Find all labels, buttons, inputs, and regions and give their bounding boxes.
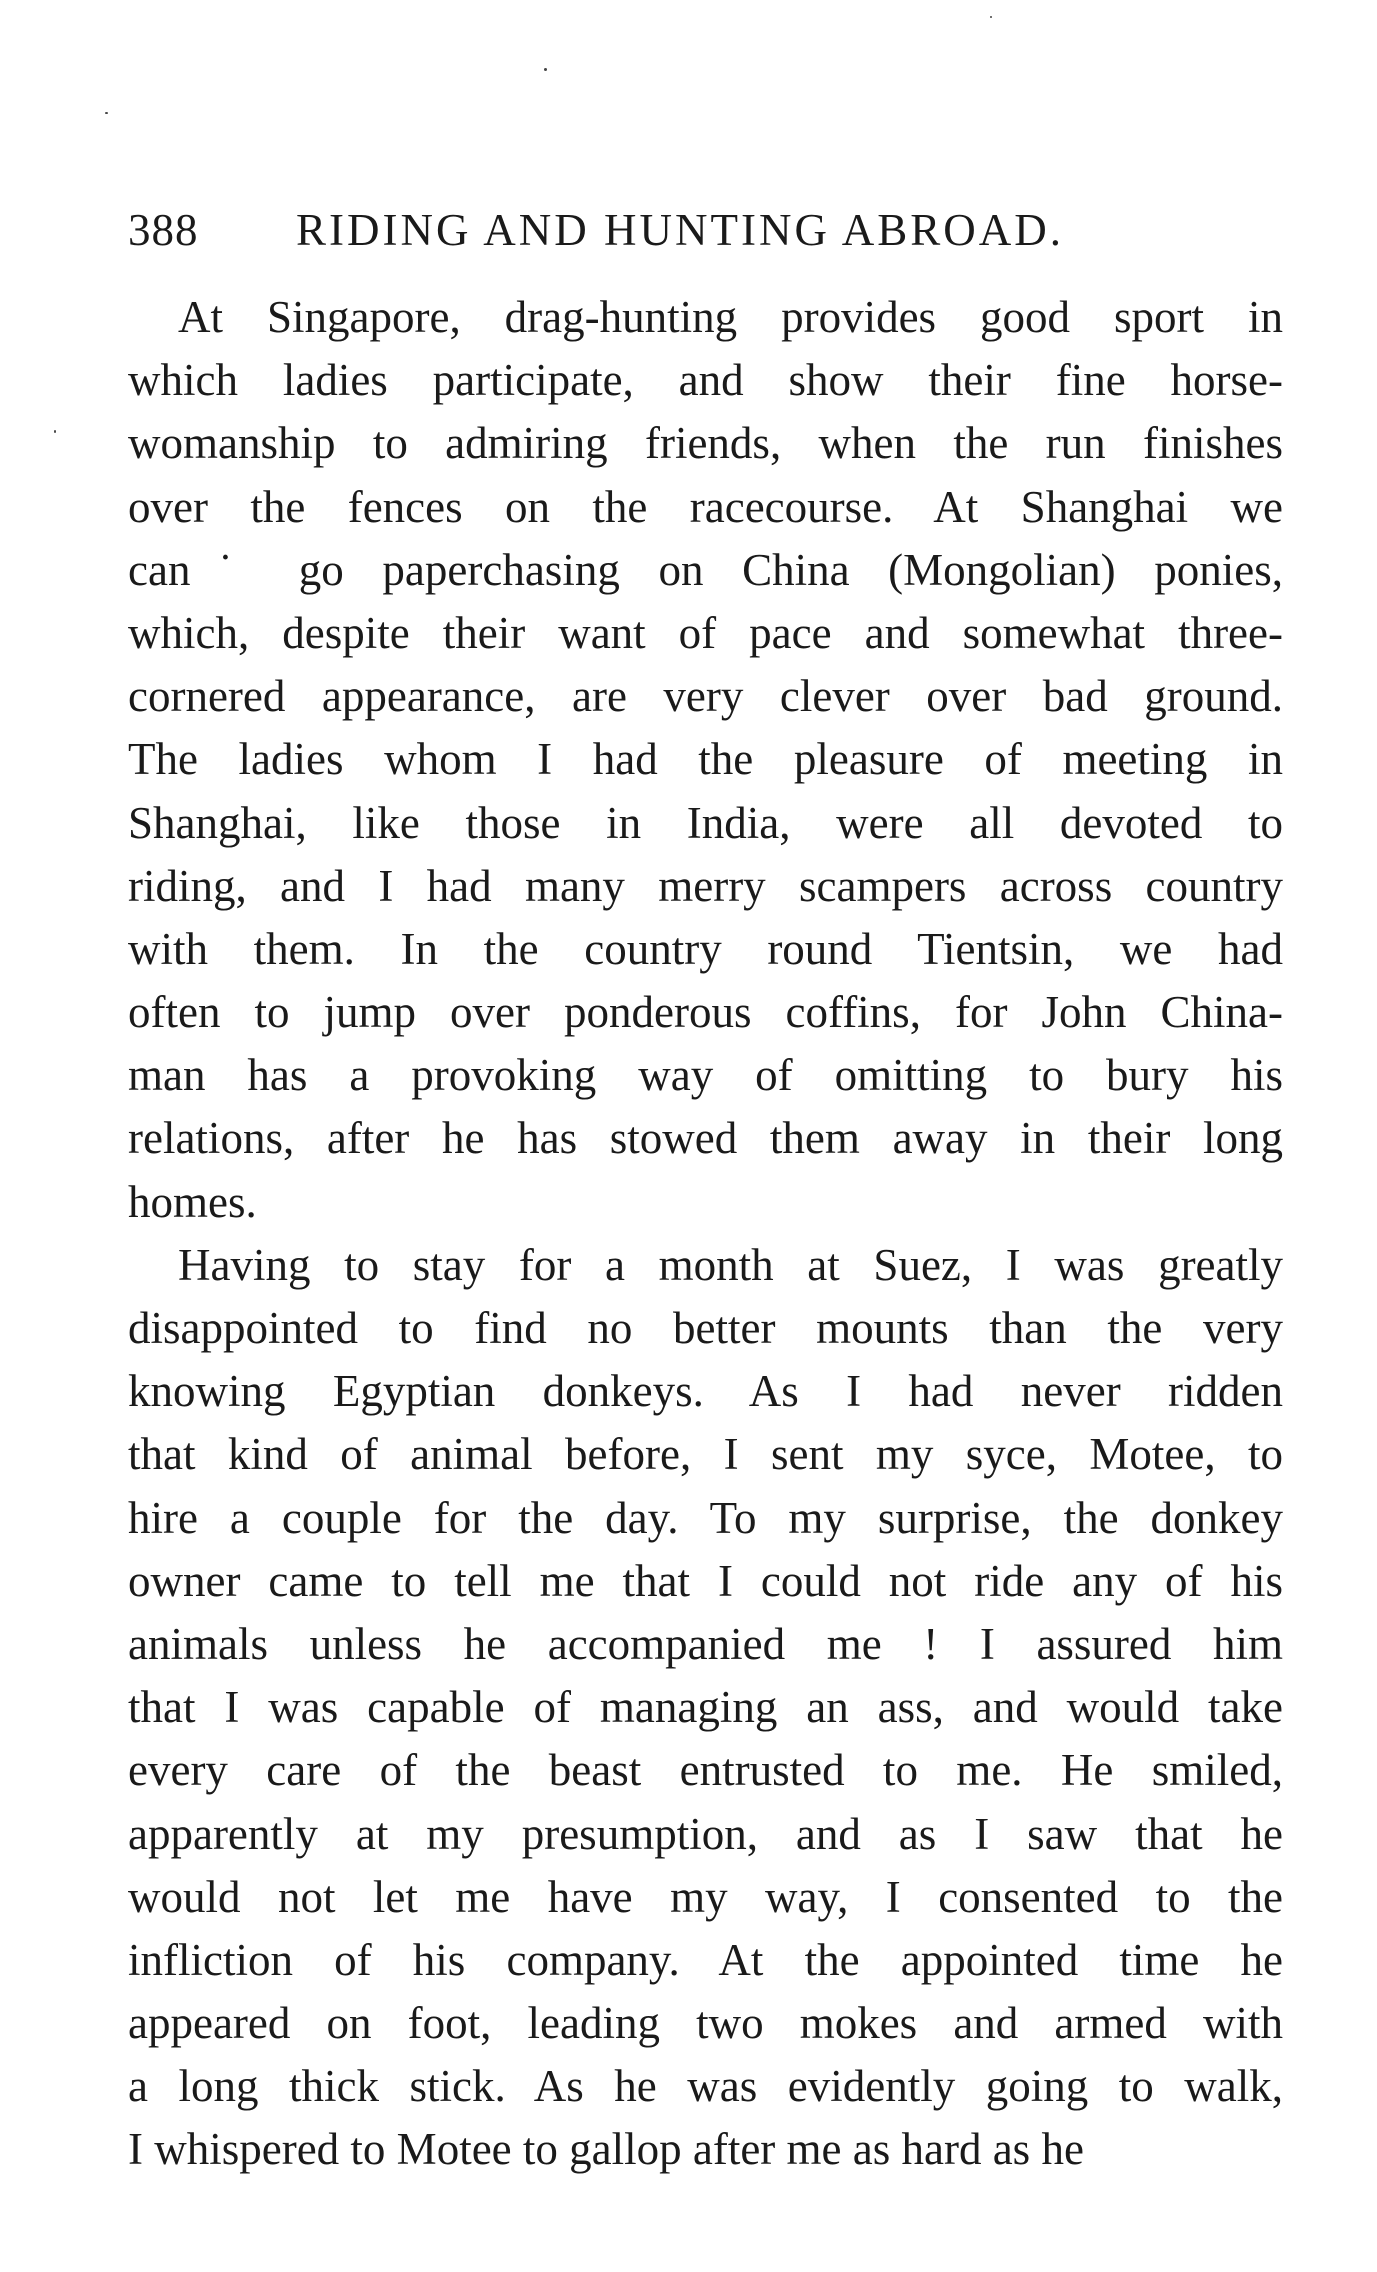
running-head: RIDING AND HUNTING ABROAD.	[296, 205, 1064, 255]
page-speck	[105, 112, 108, 114]
page-speck	[544, 68, 547, 71]
text-line: I whispered to Motee to gallop after me as hard as he	[128, 2124, 1084, 2175]
text-line: riding, and I had many merry scampers across country	[128, 860, 1283, 911]
text-line: homes.	[128, 1176, 257, 1227]
text-line: At Singapore, drag-hunting provides good sport in	[178, 292, 1283, 342]
text-line: owner came to tell me that I could not ride any of his	[128, 1555, 1283, 1606]
body-text	[128, 286, 1283, 2182]
text-line: womanship to admiring friends, when the run finishes	[128, 418, 1283, 469]
text-line: Having to stay for a month at Suez, I was greatly	[178, 1239, 1283, 1290]
text-line: that kind of animal before, I sent my syce, Motee, to	[128, 1429, 1283, 1480]
text-line: hire a couple for the day. To my surprise, the donkey	[128, 1492, 1283, 1543]
text-line: can˙ go paperchasing on China (Mongolian) ponies,	[128, 544, 1283, 595]
paragraph	[128, 1234, 1283, 2182]
page-speck	[990, 16, 992, 18]
text-line: appeared on foot, leading two mokes and armed with	[128, 1998, 1283, 2049]
text-line: knowing Egyptian donkeys. As I had never ridden	[128, 1366, 1283, 1417]
text-line: a long thick stick. As he was evidently going to walk,	[128, 2061, 1283, 2112]
page-number: 388	[128, 205, 199, 255]
text-line: apparently at my presumption, and as I saw that he	[128, 1808, 1283, 1859]
paragraph	[128, 286, 1283, 1234]
text-line: man has a provoking way of omitting to bury his	[128, 1050, 1283, 1101]
text-line: that I was capable of managing an ass, and would take	[128, 1682, 1283, 1733]
text-line: which ladies participate, and show their fine horse-	[128, 355, 1283, 406]
text-line: animals unless he accompanied me ! I assured him	[128, 1618, 1283, 1669]
text-line: cornered appearance, are very clever over bad ground.	[128, 671, 1283, 722]
text-line: which, despite their want of pace and somewhat three-	[128, 607, 1283, 658]
page-header	[128, 200, 1283, 260]
text-line: infliction of his company. At the appointed time he	[128, 1934, 1283, 1985]
text-line: relations, after he has stowed them away in their long	[128, 1113, 1283, 1164]
text-line: every care of the beast entrusted to me. He smiled,	[128, 1745, 1283, 1796]
text-line: often to jump over ponderous coffins, for John China-	[128, 987, 1283, 1038]
text-line: over the fences on the racecourse. At Shanghai we	[128, 481, 1283, 532]
text-line: with them. In the country round Tientsin, we had	[128, 923, 1283, 974]
text-line: would not let me have my way, I consented to the	[128, 1871, 1283, 1922]
text-line: disappointed to find no better mounts than the very	[128, 1303, 1283, 1353]
page-speck	[54, 430, 56, 433]
text-line: Shanghai, like those in India, were all devoted to	[128, 797, 1283, 848]
text-line: The ladies whom I had the pleasure of meeting in	[128, 734, 1283, 785]
